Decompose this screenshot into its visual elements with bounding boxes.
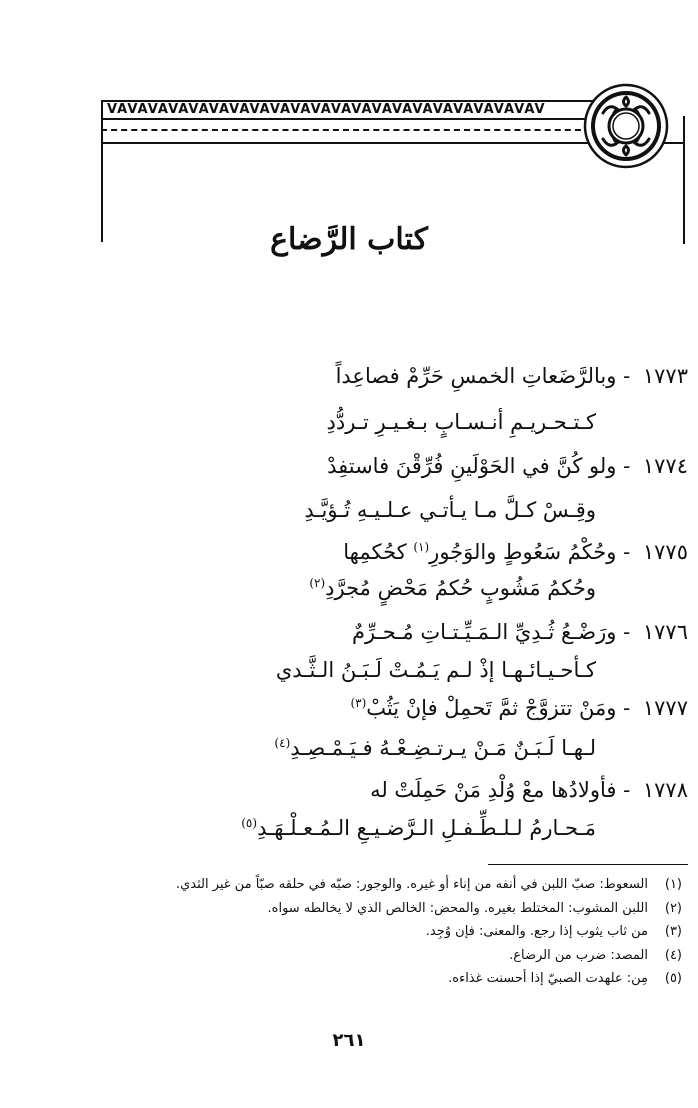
verse-number: ١٧٧٣ <box>642 364 688 388</box>
footnote-text: المصد: ضرب من الرضاع. <box>509 947 648 963</box>
verse-dash: - <box>616 696 637 720</box>
footnote-number: (٥) <box>664 971 682 986</box>
verse-text: فأولادُها معْ وُلْدِ مَنْ حَمِلَتْ له <box>370 778 617 802</box>
verse-text: وقِـسْ كـلَّ مـا يـأتـي عـلـيـهِ تُـؤيَّـدِ <box>304 498 596 522</box>
verse-text: ومَنْ تتزوَّجْ ثمَّ تَحمِلْ فإنْ يَثُبْ <box>366 696 617 720</box>
footnote-4 <box>42 944 682 968</box>
verse-1776-second <box>276 652 596 688</box>
verse-number: ١٧٧٦ <box>642 620 688 644</box>
verse-dash: - <box>616 364 637 388</box>
footnote-number: (٣) <box>664 924 682 939</box>
footnote-marker[interactable]: (٢) <box>309 576 326 590</box>
arabesque-medallion-icon <box>583 83 669 169</box>
footnote-text: اللبن المشوب: المختلط بغيره. والمحض: الخالص الذي لا يخالطه سواه. <box>267 900 648 916</box>
verse-1774-second <box>304 492 596 528</box>
verse-text: كـتـحـريـمِ أنـسـابٍ بـغـيـرِ تـردُّدِ <box>326 410 596 434</box>
verse-number: ١٧٧٤ <box>642 454 688 478</box>
verse-1773-first <box>336 358 688 394</box>
footnote-3 <box>42 920 682 944</box>
verse-1774-first <box>327 448 688 484</box>
verse-1775-second <box>309 570 596 606</box>
footnote-number: (٢) <box>664 900 682 916</box>
dashed-rule <box>101 129 591 131</box>
verse-1776-first <box>352 614 688 650</box>
footnote-marker[interactable]: (٣) <box>350 696 367 710</box>
footnote-text: السعوط: صبّ اللبن في أنفه من إناء أو غيره. والوجور: صبّه في حلقه صبّاً من غير الثدي. <box>175 877 648 892</box>
footnote-marker[interactable]: (٤) <box>274 736 291 750</box>
verse-1773-second <box>327 404 596 440</box>
footnote-marker[interactable]: (١) <box>413 540 430 554</box>
footnote-separator <box>488 864 688 865</box>
verse-number: ١٧٧٧ <box>642 696 688 720</box>
verse-text: وحُكْمُ سَعُوطٍ والوَجُورِ <box>429 540 617 564</box>
verse-text: كـأحـيـائـهـا إذْ لـم يَـمُـتْ لَـبَـنُ الـثَّـدي <box>275 658 596 682</box>
verse-dash: - <box>616 454 637 478</box>
verse-1777-first <box>350 690 688 726</box>
footnote-number: (٤) <box>664 947 682 963</box>
verse-text: لـهـا لَـبَـنٌ مَـنْ يـرتـضِـعْـهُ فـيَـمْـصِـدِ <box>290 736 596 760</box>
ornamental-border: VAVAVAVAVAVAVAVAVAVAVAVAVAVAVAVAVAVAVAVAVAV <box>101 100 594 120</box>
verse-number: ١٧٧٥ <box>642 540 688 564</box>
chapter-title: كتاب الرَّضاع <box>270 222 428 257</box>
verse-text: وبالرَّضَعاتِ الخمسِ حَرِّمْ فصاعِداً <box>335 364 617 388</box>
verse-1778-first <box>370 772 688 808</box>
verse-text: وحُكمُ مَشُوبٍ حُكمُ مَحْضٍ مُجرَّدِ <box>325 576 596 600</box>
verse-dash: - <box>616 778 637 802</box>
verse-dash: - <box>616 540 637 564</box>
footnote-marker[interactable]: (٥) <box>241 816 258 830</box>
verse-text-tail: كحُكمِها <box>343 540 407 564</box>
verse-1778-second <box>241 810 596 846</box>
verse-text: مَـحـارمُ لـلـطِّـفـلِ الـرَّضـيـعِ الـمُـعـلْـهَـدِ <box>257 816 596 840</box>
verse-1775-first <box>343 534 688 570</box>
footnotes <box>42 873 682 991</box>
page-number: ٢٦١ <box>332 1030 366 1051</box>
footnote-1 <box>42 873 682 897</box>
verse-text: ولو كُنَّ في الحَوْلَينِ فُرِّقْنَ فاستفِدْ <box>327 454 617 478</box>
footnote-text: من ثاب يثوب إذا رجع. والمعنى: فإن وُجِد. <box>425 924 648 939</box>
verse-1777-second <box>274 730 596 766</box>
verse-text: ورَضْـعُ ثُـدِيِّ الـمَـيِّـتـاتِ مُـحـرِّمٌ <box>351 620 617 644</box>
verse-dash: - <box>616 620 637 644</box>
footnote-5 <box>42 967 682 991</box>
footnote-text: مِن: علهدت الصبيّ إذا أحسنت غذاءه. <box>448 971 648 986</box>
verse-number: ١٧٧٨ <box>642 778 688 802</box>
footnote-2 <box>42 897 682 921</box>
footnote-number: (١) <box>664 877 682 892</box>
